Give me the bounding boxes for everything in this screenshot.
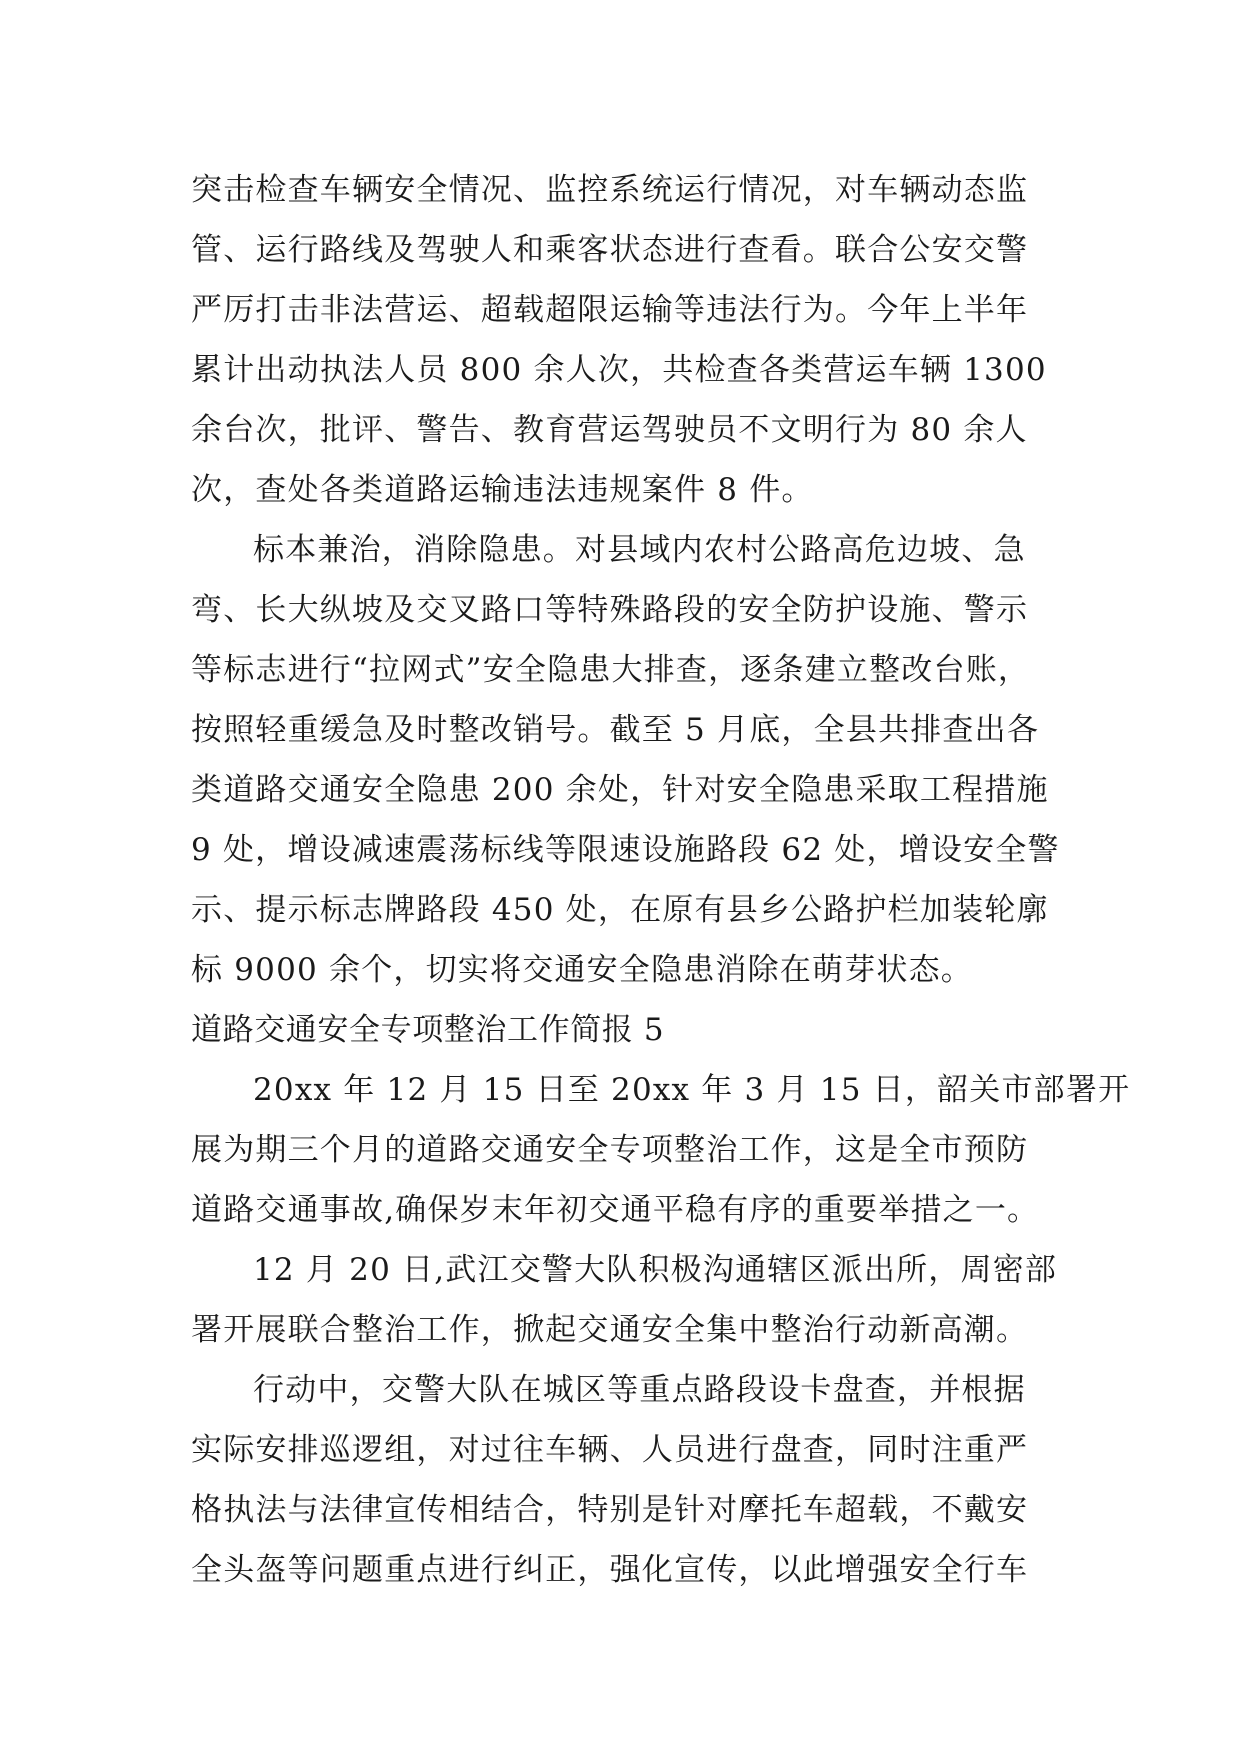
paragraph-continued-inspection <box>191 160 1051 520</box>
text-line: 严厉打击非法营运、超载超限运输等违法行为。今年上半年 <box>191 292 1029 328</box>
paragraph-operation-details <box>191 1360 1051 1600</box>
section-heading: 道路交通安全专项整治工作简报 5 <box>191 1012 665 1048</box>
text-line: 格执法与法律宣传相结合，特别是针对摩托车超载，不戴安 <box>191 1492 1029 1528</box>
text-line: 等标志进行“拉网式”安全隐患大排查，逐条建立整改台账， <box>191 652 1031 688</box>
text-line: 实际安排巡逻组，对过往车辆、人员进行盘查，同时注重严 <box>191 1432 1029 1468</box>
paragraph-campaign-intro <box>191 1060 1131 1240</box>
document-body <box>191 160 1131 1600</box>
text-line: 署开展联合整治工作，掀起交通安全集中整治行动新高潮。 <box>191 1312 1029 1348</box>
text-line: 管、运行路线及驾驶人和乘客状态进行查看。联合公安交警 <box>191 232 1029 268</box>
text-line: 道路交通事故,确保岁末年初交通平稳有序的重要举措之一。 <box>191 1192 1040 1228</box>
text-line: 弯、长大纵坡及交叉路口等特殊路段的安全防护设施、警示 <box>191 592 1029 628</box>
text-line: 余台次，批评、警告、教育营运驾驶员不文明行为 80 余人 <box>191 412 1028 448</box>
text-line: 类道路交通安全隐患 200 余处，针对安全隐患采取工程措施 <box>191 772 1049 808</box>
text-line: 次，查处各类道路运输违法违规案件 8 件。 <box>191 472 814 508</box>
text-line: 标 9000 余个，切实将交通安全隐患消除在萌芽状态。 <box>191 952 973 988</box>
text-line: 示、提示标志牌路段 450 处，在原有县乡公路护栏加装轮廓 <box>191 892 1049 928</box>
text-line: 行动中，交警大队在城区等重点路段设卡盘查，并根据 <box>253 1372 1026 1408</box>
text-line: 展为期三个月的道路交通安全专项整治工作，这是全市预防 <box>191 1132 1029 1168</box>
text-line: 12 月 20 日,武江交警大队积极沟通辖区派出所，周密部 <box>253 1252 1058 1288</box>
text-line: 按照轻重缓急及时整改销号。截至 5 月底，全县共排查出各 <box>191 712 1040 748</box>
text-line: 累计出动执法人员 800 余人次，共检查各类营运车辆 1300 <box>191 352 1047 388</box>
text-line: 9 处，增设减速震荡标线等限速设施路段 62 处，增设安全警 <box>191 832 1060 868</box>
paragraph-hazard-elimination <box>191 520 1060 1000</box>
text-line: 标本兼治，消除隐患。对县域内农村公路高危边坡、急 <box>253 532 1026 568</box>
paragraph-joint-action <box>191 1240 1058 1360</box>
text-line: 全头盔等问题重点进行纠正，强化宣传，以此增强安全行车 <box>191 1552 1029 1588</box>
text-line: 20xx 年 12 月 15 日至 20xx 年 3 月 15 日，韶关市部署开 <box>253 1072 1131 1108</box>
text-line: 突击检查车辆安全情况、监控系统运行情况，对车辆动态监 <box>191 172 1029 208</box>
